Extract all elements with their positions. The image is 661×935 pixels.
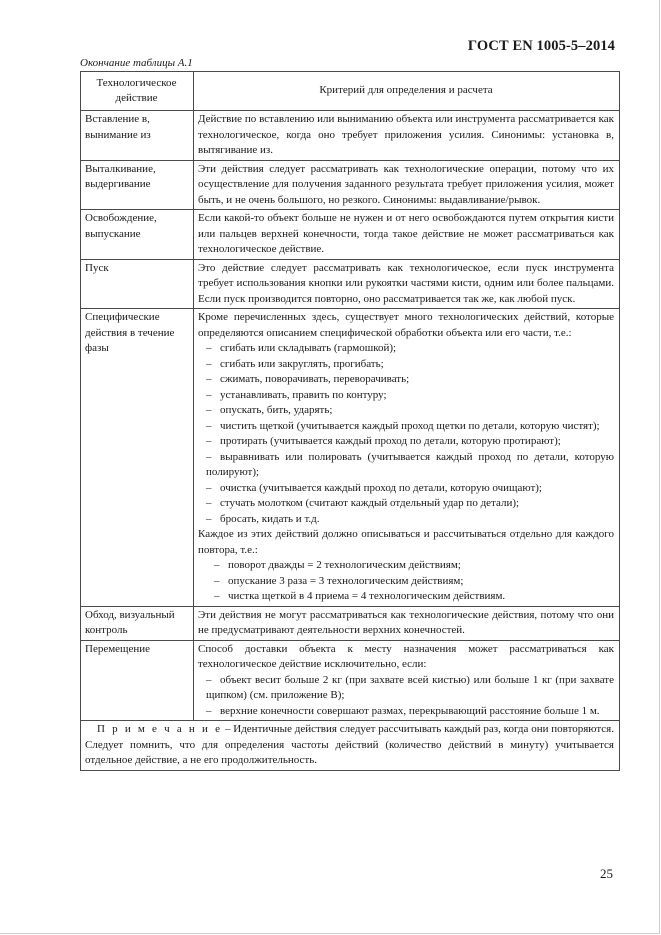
row-term: Пуск (81, 259, 194, 309)
row-term: Специфические действия в течение фазы (81, 309, 194, 607)
row-criterion (194, 309, 620, 607)
table-caption: Окончание таблицы А.1 (80, 57, 193, 69)
note-row (81, 721, 620, 771)
page-number: 25 (600, 866, 613, 881)
column-header-action: Технологическое действие (81, 72, 194, 111)
list-item: – чистить щеткой (учитывается каждый проход щетки по детали, которую чистят); (206, 419, 600, 432)
row-criterion: Эти действия следует рассматривать как технологические операции, потому что их осуществление для получения заданного результата требует приложения усилия, может быть, и не очень большого, но резкого. Синонимы: выдавливание/рывок. (194, 160, 620, 210)
list-item: – опускать, бить, ударять; (206, 404, 333, 416)
list-item: – сжимать, поворачивать, переворачивать; (206, 373, 410, 385)
list-item: – объект весит больше 2 кг (при захвате всей кистью) или больше 1 кг (при захвате щипком) (см. приложение В); (206, 673, 614, 701)
list-item: – сгибать или закруглять, прогибать; (206, 357, 384, 370)
list-item: – протирать (учитывается каждый проход по детали, которую протирают); (206, 435, 561, 447)
example-item: – чистка щеткой в 4 приема = 4 технологическим действиям. (214, 590, 506, 602)
row-criterion (194, 640, 620, 721)
row-criterion: Действие по вставлению или выниманию объекта или инструмента рассматривается как технологическое, когда оно требует приложения усилия. Синонимы: установка в, вытягивание из. (194, 111, 620, 161)
row-term: Освобождение, выпускание (81, 210, 194, 260)
note-label: П р и м е ч а н и е (97, 723, 223, 735)
table-row (81, 606, 620, 640)
column-header-criterion: Критерий для определения и расчета (194, 72, 620, 111)
list-item: – выравнивать или полировать (учитывается каждый проход по детали, которую полируют); (206, 450, 614, 478)
row-term: Перемещение (81, 640, 194, 721)
table-header-row (81, 72, 620, 111)
table-row (81, 210, 620, 260)
document-header: ГОСТ EN 1005-5–2014 (467, 38, 615, 54)
list-item: – очистка (учитывается каждый проход по детали, которую очищают); (206, 481, 542, 494)
table-note (81, 721, 620, 771)
row-criterion: Эти действия не могут рассматриваться как технологические действия, потому что они не предусматривают деятельности верхних конечностей. (194, 606, 620, 640)
criterion-intro: Способ доставки объекта к месту назначения может рассматриваться как технологическое действие исключительно, если: (198, 642, 614, 670)
list-item: – устанавливать, править по контуру; (206, 388, 387, 401)
actions-table (80, 71, 620, 771)
list-item: – бросать, кидать и т.д. (206, 512, 320, 525)
row-criterion: Если какой-то объект больше не нужен и от него освобождаются путем открытия кисти или пальцев верхней конечности, тогда такое действие не может рассматриваться как технологическое действие. (194, 210, 620, 260)
row-criterion: Это действие следует рассматривать как технологическое, если пуск инструмента требует использования кнопки или рукоятки частями кисти, одним или более пальцами. Если пуск производится повторно, оно рассматривается так же, как любой пуск. (194, 259, 620, 309)
criterion-intro: Кроме перечисленных здесь, существует много технологических действий, которые определяются описанием специфической обработки объекта или его части, т.е.: (198, 311, 614, 339)
table-row (81, 640, 620, 721)
criterion-middle: Каждое из этих действий должно описываться и рассчитываться отдельно для каждого повтора, т.е.: (198, 528, 614, 556)
example-item: – поворот дважды = 2 технологическим действиям; (214, 559, 461, 571)
table-row (81, 259, 620, 309)
table-row (81, 309, 620, 607)
list-item: – сгибать или складывать (гармошкой); (206, 342, 397, 354)
example-item: – опускание 3 раза = 3 технологическим действиям; (214, 574, 464, 587)
table-row (81, 111, 620, 161)
row-term: Обход, визуальный контроль (81, 606, 194, 640)
note-text: – Идентичные действия следует рассчитывать каждый раз, когда они повторяются. Следует помнить, что для определения частоты действий (количество действий в минуту) учитывается отдельное действие, а не его продолжительность. (85, 723, 614, 766)
row-term: Выталкивание, выдергивание (81, 160, 194, 210)
list-item: – верхние конечности совершают размах, перекрывающий расстояние больше 1 м. (206, 704, 600, 717)
table-row (81, 160, 620, 210)
list-item: – стучать молотком (считают каждый отдельный удар по детали); (206, 497, 520, 509)
row-term: Вставление в, вынимание из (81, 111, 194, 161)
